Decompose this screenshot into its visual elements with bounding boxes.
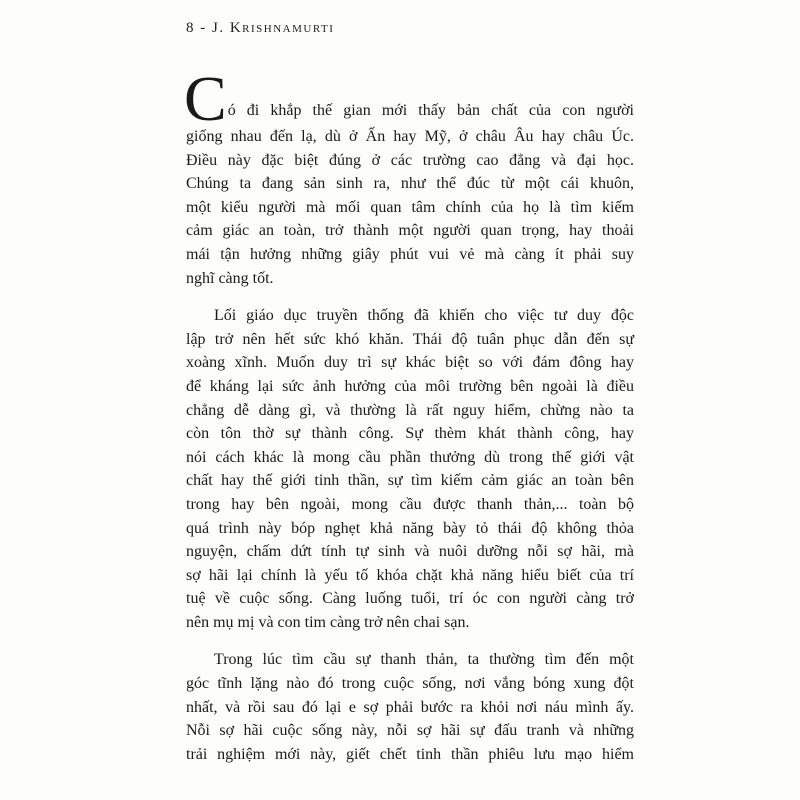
text-line: còn tôn thờ sự thành công. Sự thèm khát thành công, hay <box>186 425 634 443</box>
first-line-text: ó đi khắp thế gian mới thấy bản chất của con người <box>227 102 634 120</box>
paragraph-gap <box>186 290 634 304</box>
paragraph-first-line <box>184 63 634 134</box>
text-line: Trong lúc tìm cầu sự thanh thản, ta thường tìm đến một <box>214 651 634 669</box>
paragraph-3 <box>186 648 634 766</box>
text-line: trải nghiệm mới này, giết chết tinh thần phiêu lưu mạo hiểm <box>186 745 634 763</box>
paragraph-gap <box>186 634 634 648</box>
text-line: sợ hãi lại chính là yếu tố khóa chặt khả năng hiểu biết của trí <box>186 566 634 584</box>
text-line: mái tận hưởng những giây phút vui vẻ mà càng ít phải suy <box>186 245 634 263</box>
text-line: lập trở nên hết sức khó khăn. Thái độ tuân phục dẫn đến sự <box>186 330 634 348</box>
header-separator: - <box>200 20 207 36</box>
text-line: trong hay bên ngoài, mong cầu được thanh thản,... toàn bộ <box>186 495 634 513</box>
text-line: quá trình này bóp nghẹt khả năng bày tỏ thái độ không thỏa <box>186 519 634 537</box>
drop-cap: C <box>184 63 227 134</box>
text-line: tuệ về cuộc sống. Càng luống tuổi, trí óc con người càng trở <box>186 590 634 608</box>
text-line: cảm giác an toàn, trở thành một người quan trọng, hay thoải <box>186 222 634 240</box>
text-line: xoàng xĩnh. Muốn duy trì sự khác biệt so với đám đông hay <box>186 354 634 372</box>
text-line: nhất, và rồi sau đó lại e sợ phải bước ra khỏi nơi náu mình ấy. <box>186 698 634 716</box>
paragraph-1 <box>184 63 634 290</box>
text-line: một kiểu người mà mối quan tâm chính của họ là tìm kiếm <box>186 198 634 216</box>
text-line: Chúng ta đang sản sinh ra, như thể đúc từ một cái khuôn, <box>186 175 634 193</box>
text-line: nên mụ mị và con tim càng trở nên chai sạn. <box>186 613 470 631</box>
body-text <box>184 63 634 766</box>
author-name: J. Krishnamurti <box>212 20 335 36</box>
running-header <box>186 20 334 37</box>
text-line: giống nhau đến lạ, dù ở Ấn hay Mỹ, ở châu Âu hay châu Úc. <box>186 128 634 145</box>
text-line: Điều này đặc biệt đúng ở các trường cao đẳng và đại học. <box>186 151 634 169</box>
page-number: 8 <box>186 20 195 36</box>
text-line: nghĩ càng tốt. <box>186 269 274 287</box>
text-line: để kháng lại sức ảnh hưởng của môi trường bên ngoài là điều <box>186 377 634 395</box>
paragraph-2 <box>186 304 634 634</box>
text-line: Nỗi sợ hãi cuộc sống này, nỗi sợ hãi sự đấu tranh và những <box>186 722 634 740</box>
text-line: nói cách khác là mong cầu phần thưởng dù trong thế giới vật <box>186 448 634 466</box>
text-line: Lối giáo dục truyền thống đã khiến cho việc tư duy độc <box>214 307 634 325</box>
text-line: góc tĩnh lặng nào đó trong cuộc sống, nơi vắng bóng xung đột <box>186 675 634 693</box>
text-line: nguyện, chấm dứt tính tự sinh và nuôi dưỡng nỗi sợ hãi, mà <box>186 543 634 561</box>
text-line: chất hay thế giới tinh thần, sự tìm kiếm cảm giác an toàn bên <box>186 472 634 490</box>
text-line: chẳng dễ dàng gì, và thường là rất nguy hiểm, chừng nào ta <box>186 401 634 419</box>
